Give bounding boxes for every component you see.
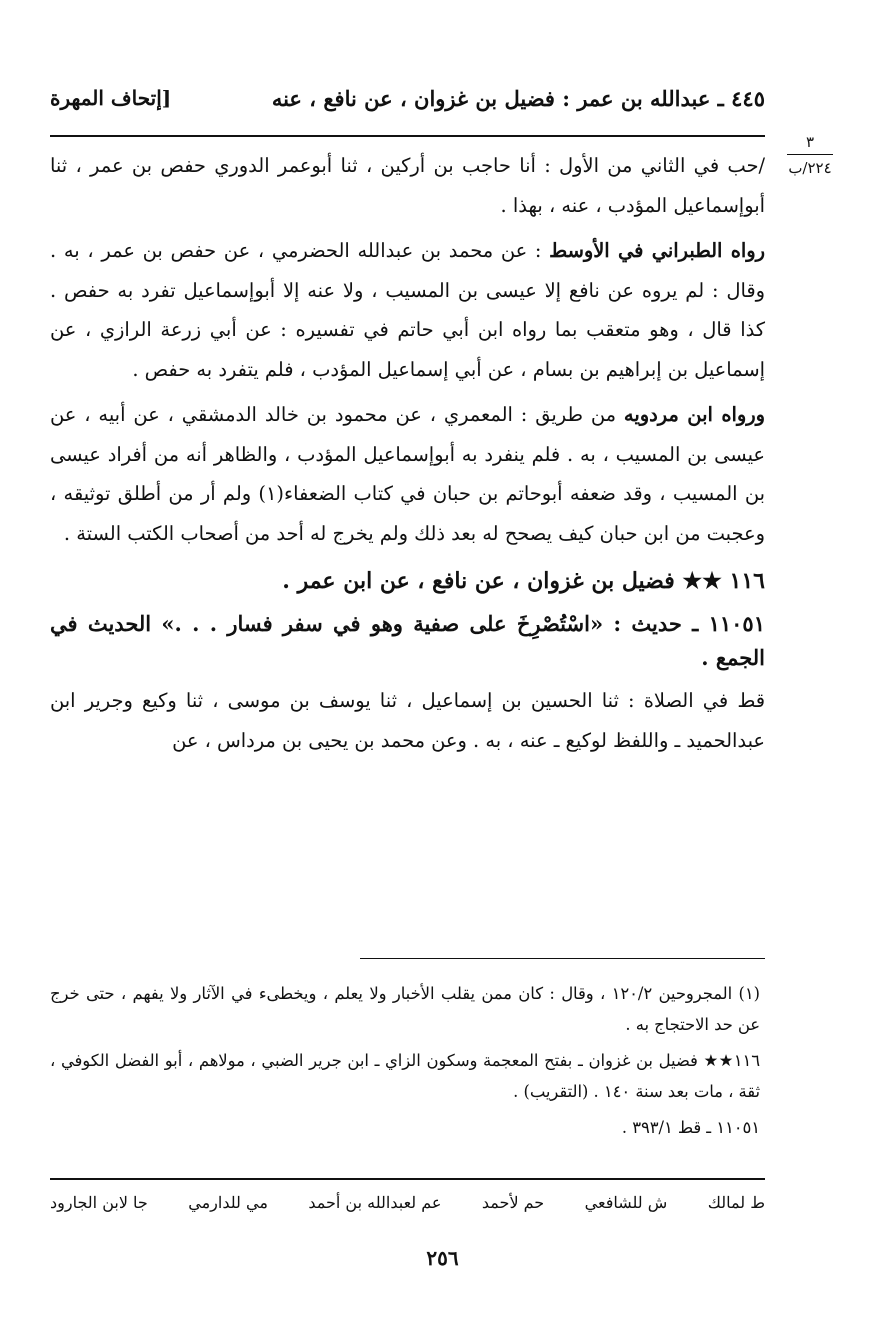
footnotes (50, 978, 760, 1148)
running-header (50, 86, 765, 120)
footnote-rule (360, 958, 765, 959)
margin-folio: ٢٢٤/ب (788, 159, 832, 177)
paragraph-2-lead: رواه الطبراني في الأوسط (549, 239, 766, 262)
paragraph-3-lead: ورواه ابن مردويه (623, 403, 765, 426)
hadith-entry: ١١٠٥١ ـ حديث : «اسْتُصْرِخَ على صفية وهو في سفر فسار . . .» الحديث في الجمع . (50, 611, 765, 670)
section-heading: ١١٦ ★★ فضيل بن غزوان ، عن نافع ، عن ابن عمر . (282, 568, 765, 594)
abbreviation-item: مي للدارمي (188, 1193, 268, 1212)
header-book-title: [إتحاف المهرة (50, 86, 172, 110)
paragraph-1: /حب في الثاني من الأول : أنا حاجب بن أركين ، ثنا أبوعمر الدوري حفص بن عمر ، ثنا أبوإسماعيل المؤدب ، عنه ، بهذا . (50, 154, 765, 217)
margin-divider (787, 154, 833, 155)
paragraph-2 (50, 231, 765, 389)
abbreviation-item: ط لمالك (707, 1193, 765, 1212)
abbreviation-item: حم لأحمد (481, 1193, 545, 1212)
page-number: ٢٥٦ (426, 1246, 459, 1270)
header-title: ٤٤٥ ـ عبدالله بن عمر : فضيل بن غزوان ، عن نافع ، عنه (271, 86, 765, 111)
footnote-item: ١١٦★★ فضيل بن غزوان ـ بفتح المعجمة وسكون الزاي ـ ابن جرير الضبي ، مولاهم ، أبو الفضل الكوفي ، ثقة ، مات بعد سنة ١٤٠ . (التقريب) . (50, 1051, 760, 1101)
main-text (50, 146, 765, 766)
abbreviation-item: ش للشافعي (584, 1193, 668, 1212)
abbreviation-item: جا لابن الجارود (50, 1193, 148, 1212)
paragraph-2-text: : عن محمد بن عبدالله الحضرمي ، عن حفص بن عمر ، به . وقال : لم يروه عن نافع إلا عيسى بن المسيب ، ولا عنه إلا أبوإسماعيل تفرد به حفص . كذا قال ، وهو متعقب بما رواه ابن أبي حاتم في تفسيره : عن أبي زرعة الرازي ، عن إسماعيل بن إبراهيم بن بسام ، عن أبي إسماعيل المؤدب ، فلم يتفرد به حفص . (50, 239, 765, 381)
footnote-item: ١١٠٥١ ـ قط ٣٩٣/١ . (621, 1118, 760, 1137)
abbreviations-rule (50, 1178, 765, 1180)
paragraph-3 (50, 395, 765, 553)
margin-folio-note (775, 132, 845, 178)
paragraph-4: قط في الصلاة : ثنا الحسين بن إسماعيل ، ثنا يوسف بن موسى ، ثنا وكيع وجرير ابن عبدالحميد ـ واللفظ لوكيع ـ عنه ، به . وعن محمد بن يحيى بن مرداس ، عن (50, 689, 765, 752)
paragraph-3-text: من طريق : المعمري ، عن محمود بن خالد الدمشقي ، عن أبيه ، عن عيسى بن المسيب ، به . فلم ينفرد به أبوإسماعيل المؤدب ، والظاهر أنه من أفراد عيسى بن المسيب ، وقد ضعفه أبوحاتم بن حبان في كتاب الضعفاء(١) ولم أر من أطلق توثيقه ، وعجبت من ابن حبان كيف يصحح له بعد ذلك ولم يخرج له أحد من أصحاب الكتب الستة . (50, 403, 765, 545)
margin-number: ٣ (805, 133, 815, 151)
abbreviations-key (50, 1193, 765, 1212)
header-rule (50, 135, 765, 137)
footnote-item: (١) المجروحين ١٢٠/٢ ، وقال : كان ممن يقلب الأخبار ولا يعلم ، ويخطىء في الآثار ولا يفهم ، حتى خرج عن حد الاحتجاج به . (50, 984, 760, 1034)
abbreviation-item: عم لعبدالله بن أحمد (308, 1193, 442, 1212)
